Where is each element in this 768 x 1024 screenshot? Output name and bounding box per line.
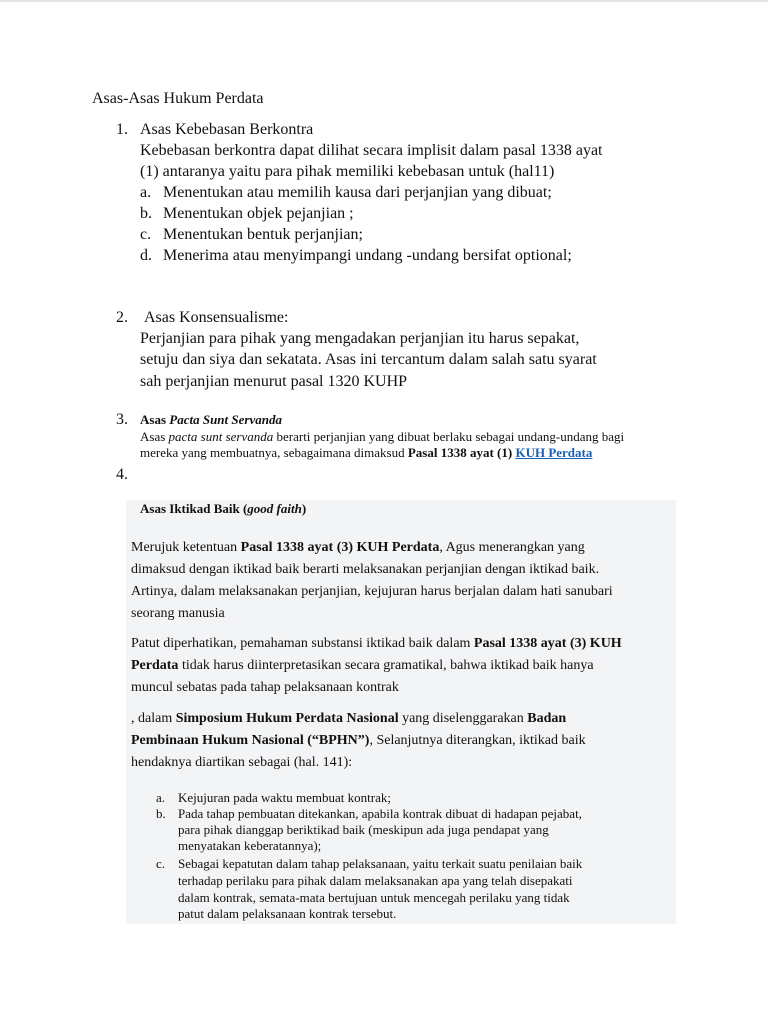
item1-number: 1. — [116, 121, 128, 138]
document-title: Asas-Asas Hukum Perdata — [92, 90, 264, 107]
item3-number: 3. — [116, 411, 128, 428]
item4-paragraph-line: Merujuk ketentuan Pasal 1338 ayat (3) KUH Perdata, Agus menerangkan yang — [131, 540, 585, 555]
item4-number: 4. — [116, 466, 128, 483]
list-item-line: para pihak dianggap beriktikad baik (meskipun ada juga pendapat yang — [178, 822, 549, 837]
list-item-line: Sebagai kepatutan dalam tahap pelaksanaan, yaitu terkait suatu penilaian baik — [178, 856, 583, 871]
list-letter: c. — [156, 856, 166, 871]
item3-line: Asas pacta sunt servanda berarti perjanjian yang dibuat berlaku sebagai undang-undang bagi — [140, 429, 625, 444]
list-letter: b. — [156, 806, 166, 821]
list-letter: a. — [156, 790, 166, 805]
item4-paragraph-line: Artinya, dalam melaksanakan perjanjian, kejujuran harus berjalan dalam hati sanubari — [131, 584, 613, 599]
item3-heading: Asas Pacta Sunt Servanda — [140, 412, 282, 427]
item4-paragraph-line: hendaknya diartikan sebagai (hal. 141): — [131, 755, 353, 770]
item1-sub-text: Menentukan objek pejanjian ; — [163, 205, 354, 222]
list-item-line: patut dalam pelaksanaan kontrak tersebut. — [178, 906, 397, 921]
item1-heading: Asas Kebebasan Berkontra — [140, 121, 314, 138]
item1-line: (1) antaranya yaitu para pihak memiliki kebebasan untuk (hal11) — [140, 163, 555, 180]
item1-sub-letter: d. — [140, 247, 152, 264]
item4-paragraph-line: , dalam Simposium Hukum Perdata Nasional yang diselenggarakan Badan — [131, 711, 567, 726]
item3-line: mereka yang membuatnya, sebagaimana dimaksud Pasal 1338 ayat (1) KUH Perdata — [140, 445, 593, 460]
item4-paragraph-line: Patut diperhatikan, pemahaman substansi iktikad baik dalam Pasal 1338 ayat (3) KUH — [131, 636, 622, 651]
item1-sub-letter: c. — [140, 226, 152, 243]
item2-line: sah perjanjian menurut pasal 1320 KUHP — [140, 373, 408, 390]
list-item-line: menyatakan keberatannya); — [178, 838, 322, 853]
item1-sub-text: Menentukan atau memilih kausa dari perjanjian yang dibuat; — [163, 184, 552, 201]
item4-paragraph-line: seorang manusia — [131, 606, 225, 621]
item1-sub-text: Menerima atau menyimpangi undang -undang bersifat optional; — [163, 247, 572, 264]
kuh-perdata-link[interactable]: KUH Perdata — [515, 445, 593, 460]
page-top-edge — [0, 0, 768, 2]
list-item-line: Kejujuran pada waktu membuat kontrak; — [178, 790, 391, 805]
item1-line: Kebebasan berkontra dapat dilihat secara implisit dalam pasal 1338 ayat — [140, 142, 603, 159]
item2-heading: Asas Konsensualisme: — [144, 309, 289, 326]
item4-heading: Asas Iktikad Baik (good faith) — [140, 501, 307, 516]
item1-sub-text: Menentukan bentuk perjanjian; — [163, 226, 363, 243]
item4-paragraph-line: Pembinaan Hukum Nasional (“BPHN”), Selanjutnya diterangkan, iktikad baik — [131, 733, 586, 748]
list-item-line: terhadap perilaku para pihak dalam melaksanakan apa yang telah disepakati — [178, 873, 573, 888]
list-item-line: Pada tahap pembuatan ditekankan, apabila kontrak dibuat di hadapan pejabat, — [178, 806, 582, 821]
item2-line: setuju dan siya dan sekatata. Asas ini tercantum dalam salah satu syarat — [140, 351, 597, 368]
item4-paragraph-line: dimaksud dengan iktikad baik berarti melaksanakan perjanjian dengan iktikad baik. — [131, 562, 600, 577]
item2-number: 2. — [116, 309, 128, 326]
item1-sub-letter: a. — [140, 184, 152, 201]
item2-line: Perjanjian para pihak yang mengadakan perjanjian itu harus sepakat, — [140, 330, 580, 347]
item1-sub-letter: b. — [140, 205, 152, 222]
list-item-line: dalam kontrak, semata-mata bertujuan untuk mencegah perilaku yang tidak — [178, 890, 570, 905]
item4-paragraph-line: Perdata tidak harus diinterpretasikan secara gramatikal, bahwa iktikad baik hanya — [131, 658, 594, 673]
item4-paragraph-line: muncul sebatas pada tahap pelaksanaan kontrak — [131, 680, 399, 695]
